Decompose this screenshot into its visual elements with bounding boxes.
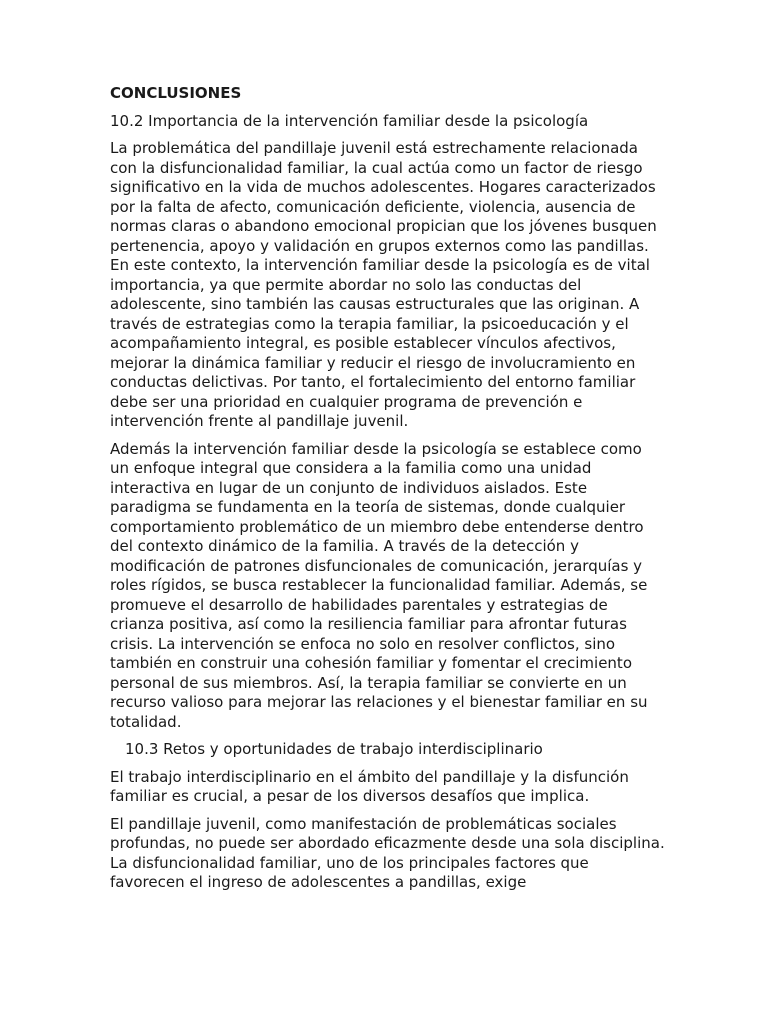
section-10-2-title: 10.2 Importancia de la intervención familiar desde la psicología	[110, 111, 589, 130]
section-10-2-paragraph-2: Además la intervención familiar desde la psicología se establece como un enfoque integral que considera a la familia como una unidad interactiva en lugar de un conjunto de individuos aislados. Este paradigma se fundamenta en la teoría de sistemas, donde cualquier comportamiento problemático de un miembro debe entenderse dentro del contexto dinámico de la familia. A través de la detección y modificación de patrones disfuncionales de comunicación, jerarquías y roles rígidos, se busca restablecer la funcionalidad familiar. Además, se promueve el desarrollo de habilidades parentales y estrategias de crianza positiva, así como la resiliencia familiar para afrontar futuras crisis. La intervención se enfoca no solo en resolver conflictos, sino también en construir una cohesión familiar y fomentar el crecimiento personal de sus miembros. Así, la terapia familiar se convierte en un recurso valioso para mejorar las relaciones y el bienestar familiar en su totalidad.	[110, 439, 648, 731]
section-10-3-title: 10.3 Retos y oportunidades de trabajo interdisciplinario	[125, 740, 543, 758]
section-10-3-paragraph-2: El pandillaje juvenil, como manifestación de problemáticas sociales profundas, no puede ser abordado eficazmente desde una sola disciplina. La disfuncionalidad familiar, uno de los principales factores que favorecen el ingreso de adolescentes a pandillas, exige	[110, 814, 665, 891]
section-10-3-paragraph-1: El trabajo interdisciplinario en el ámbito del pandillaje y la disfunción familiar es crucial, a pesar de los diversos desafíos que implica.	[110, 767, 629, 805]
document-body	[110, 84, 665, 901]
conclusions-heading: CONCLUSIONES	[110, 84, 242, 102]
section-10-2-paragraph-1: La problemática del pandillaje juvenil está estrechamente relacionada con la disfuncionalidad familiar, la cual actúa como un factor de riesgo significativo en la vida de muchos adolescentes. Hogares caracterizados por la falta de afecto, comunicación deficiente, violencia, ausencia de normas claras o abandono emocional propician que los jóvenes busquen pertenencia, apoyo y validación en grupos externos como las pandillas. En este contexto, la intervención familiar desde la psicología es de vital importancia, ya que permite abordar no solo las conductas del adolescente, sino también las causas estructurales que las originan. A través de estrategias como la terapia familiar, la psicoeducación y el acompañamiento integral, es posible establecer vínculos afectivos, mejorar la dinámica familiar y reducir el riesgo de involucramiento en conductas delictivas. Por tanto, el fortalecimiento del entorno familiar debe ser una prioridad en cualquier programa de prevención e intervención frente al pandillaje juvenil.	[110, 139, 657, 430]
